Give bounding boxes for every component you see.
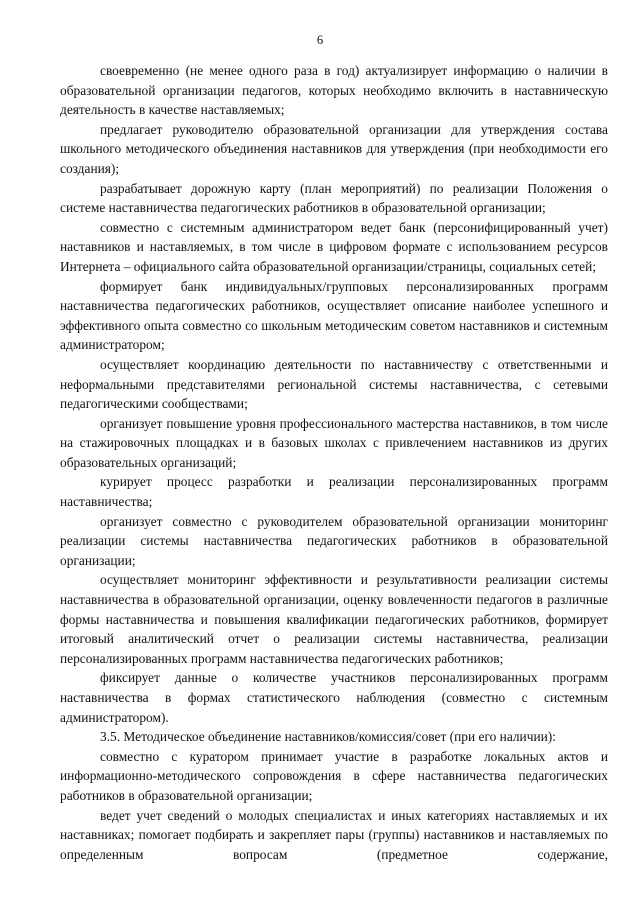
paragraph-bank-accounting: совместно с системным администратором ведет банк (персонифицированный учет) наставников и наставляемых, в том числе в цифровом формате с использованием ресурсов Интернета – официального сайта образовательной организации/страницы, социальных сетей;: [60, 219, 608, 274]
paragraph-update-info: своевременно (не менее одного раза в год) актуализирует информацию о наличии в образовательной организации педагогов, которых необходимо включить в наставническую деятельность в качестве наставляемых;: [60, 63, 608, 118]
paragraph-coordination: осуществляет координацию деятельности по наставничеству с ответственными и неформальными представителями региональной системы наставничества, с сетевыми педагогическими сообществами;: [60, 356, 608, 412]
paragraph-professional-growth: организует повышение уровня профессионального мастерства наставников, в том числе на стажировочных площадках и в базовых школах с привлечением наставников из других образовательных организаций;: [60, 415, 608, 470]
paragraph-curates-programs: курирует процесс разработки и реализации персонализированных программ наставничества;: [60, 474, 608, 510]
paragraph-records: ведет учет сведений о молодых специалистах и иных категориях наставляемых и их наставниках; помогает подбирать и закрепляет пары (группы) наставников и наставляемых по определенным вопросам (предметное содержание,: [60, 807, 608, 862]
paragraph-monitoring-effectiveness: осуществляет мониторинг эффективности и результативности реализации системы наставничества в образовательной организации, оценку вовлеченности педагогов в различные формы наставничества и повышения квалификации педагогических работников, формирует итоговый аналитический отчет о реализации системы наставничества, реализации персонализированных программ наставничества педагогических работников;: [60, 572, 608, 666]
paragraph-roadmap: разрабатывает дорожную карту (план мероприятий) по реализации Положения о системе наставничества педагогических работников в образовательной организации;: [60, 180, 608, 216]
section-3-5-heading: 3.5. Методическое объединение наставников/комиссия/совет (при его наличии):: [100, 729, 556, 745]
paragraph-local-acts: совместно с куратором принимает участие в разработке локальных актов и информационно-методического сопровождения в сфере наставничества педагогических работников в образовательной организации;: [60, 748, 608, 803]
paragraph-program-bank: формирует банк индивидуальных/групповых персонализированных программ наставничества педагогических работников, осуществляет описание наиболее успешного и эффективного опыта совместно со школьным методическим советом наставников и системным администратором;: [60, 278, 608, 353]
document-body: [60, 61, 608, 864]
paragraph-statistics: фиксирует данные о количестве участников персонализированных программ наставничества в формах статистического наблюдения (совместно с системным администратором).: [60, 670, 608, 725]
paragraph-monitoring-organize: организует совместно с руководителем образовательной организации мониторинг реализации системы наставничества педагогических работников в образовательной организации;: [60, 513, 608, 568]
paragraph-propose-composition: предлагает руководителю образовательной организации для утверждения состава школьного методического объединения наставников для утверждения (при необходимости его создания);: [60, 121, 608, 176]
page-number: 6: [316, 33, 324, 47]
